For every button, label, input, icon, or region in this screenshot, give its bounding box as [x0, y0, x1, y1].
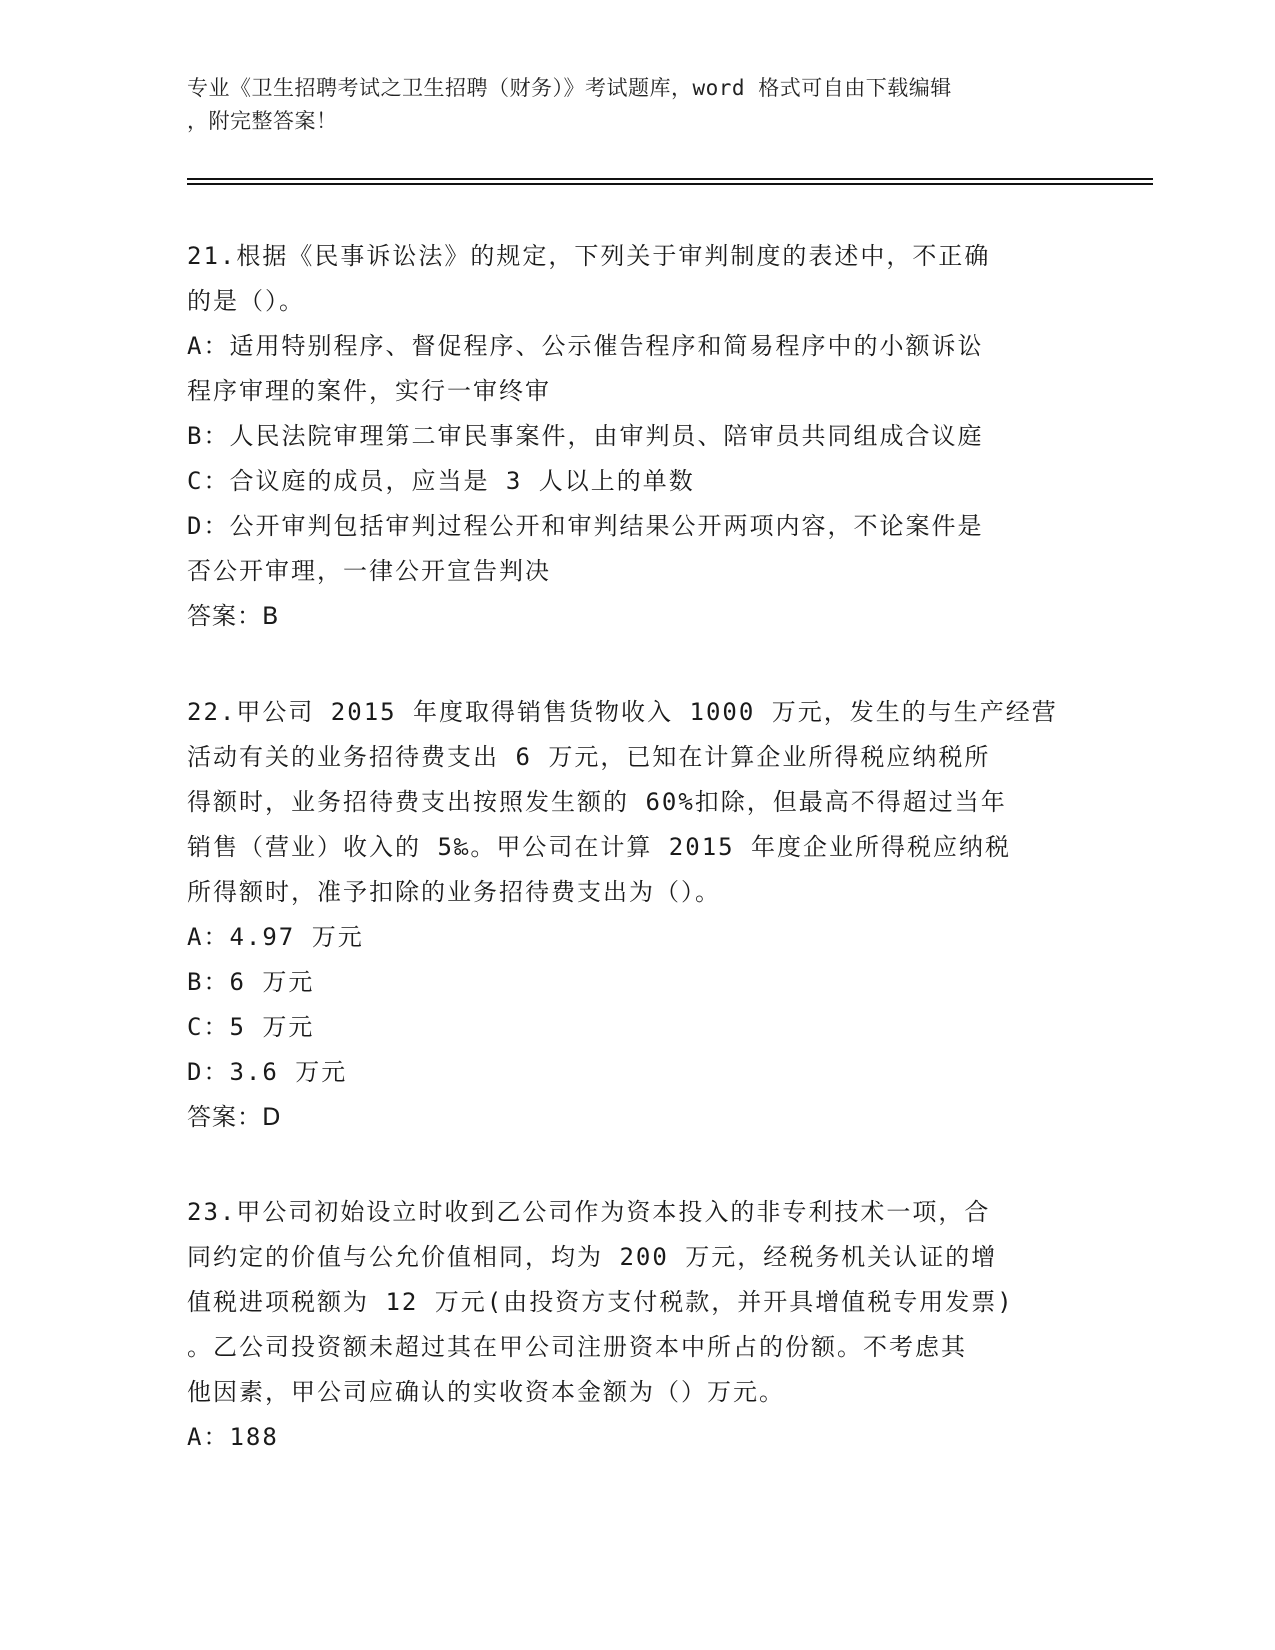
- option-a-line: 程序审理的案件，实行一审终审: [187, 377, 551, 405]
- option-a-line: A：4.97 万元: [187, 923, 364, 951]
- option-a-line: A：188: [187, 1423, 279, 1451]
- header-divider-top: [187, 178, 1153, 180]
- question-21: [187, 234, 1087, 639]
- option-d-line: D：3.6 万元: [187, 1058, 348, 1086]
- question-stem-line: 同约定的价值与公允价值相同，均为 200 万元，经税务机关认证的增: [187, 1243, 998, 1271]
- question-stem-line: 23.甲公司初始设立时收到乙公司作为资本投入的非专利技术一项，合: [187, 1198, 991, 1226]
- question-stem-line: 值税进项税额为 12 万元(由投资方支付税款，并开具增值税专用发票): [187, 1288, 1014, 1316]
- option-b-line: B：人民法院审理第二审民事案件，由审判员、陪审员共同组成合议庭: [187, 422, 984, 450]
- question-stem-line: 销售（营业）收入的 5‰。甲公司在计算 2015 年度企业所得税应纳税: [187, 833, 1012, 861]
- question-stem-line: 所得额时，准予扣除的业务招待费支出为（）。: [187, 878, 721, 906]
- question-stem-line: 得额时，业务招待费支出按照发生额的 60%扣除，但最高不得超过当年: [187, 788, 1007, 816]
- document-header: [187, 72, 1077, 138]
- option-a-line: A：适用特别程序、督促程序、公示催告程序和简易程序中的小额诉讼: [187, 332, 984, 360]
- answer-line: 答案：D: [187, 1103, 282, 1131]
- option-d-line: 否公开审理，一律公开宣告判决: [187, 557, 551, 585]
- question-23: [187, 1190, 1087, 1460]
- option-d-line: D：公开审判包括审判过程公开和审判结果公开两项内容，不论案件是: [187, 512, 984, 540]
- question-stem-line: 活动有关的业务招待费支出 6 万元，已知在计算企业所得税应纳税所: [187, 743, 991, 771]
- question-stem-line: 他因素，甲公司应确认的实收资本金额为（）万元。: [187, 1378, 785, 1406]
- option-c-line: C：5 万元: [187, 1013, 315, 1041]
- question-stem-line: 21.根据《民事诉讼法》的规定，下列关于审判制度的表述中，不正确: [187, 242, 991, 270]
- header-line-1: 专业《卫生招聘考试之卫生招聘（财务）》考试题库，word 格式可自由下载编辑: [187, 76, 952, 100]
- question-stem-line: 。乙公司投资额未超过其在甲公司注册资本中所占的份额。不考虑其: [187, 1333, 967, 1361]
- option-c-line: C：合议庭的成员，应当是 3 人以上的单数: [187, 467, 695, 495]
- answer-line: 答案：B: [187, 602, 280, 630]
- header-line-2: ，附完整答案！: [187, 109, 338, 133]
- option-b-line: B：6 万元: [187, 968, 315, 996]
- header-divider-bottom: [187, 183, 1153, 185]
- question-stem-line: 的是（）。: [187, 287, 305, 315]
- question-22: [187, 690, 1087, 1140]
- question-stem-line: 22.甲公司 2015 年度取得销售货物收入 1000 万元，发生的与生产经营: [187, 698, 1058, 726]
